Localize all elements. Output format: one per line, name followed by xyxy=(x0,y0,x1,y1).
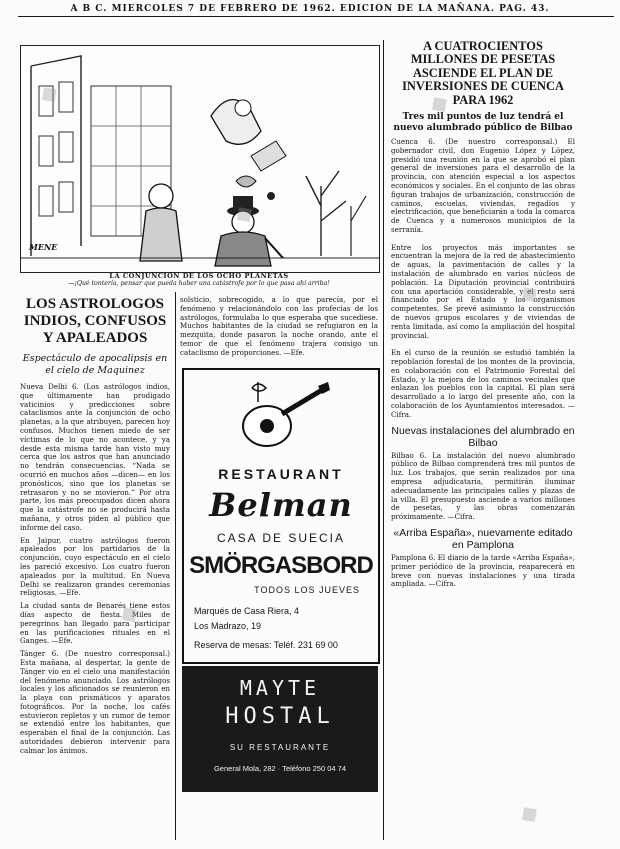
cartoon-illustration xyxy=(21,46,379,272)
article-astrologos-headline: LOS ASTROLOGOS INDIOS, CONFUSOS Y APALEADOS xyxy=(23,296,167,346)
article-cuenca-subhead: Nuevas instalaciones del alumbrado en Bilbao xyxy=(391,424,575,449)
column-divider-right xyxy=(383,40,384,840)
ad-restaurant-address1: Marqués de Casa Riera, 4 xyxy=(194,606,300,616)
ad-hostal-name1: MAYTE xyxy=(239,676,321,700)
cartoon-frame xyxy=(20,45,380,273)
ad-restaurant-belman xyxy=(182,368,380,664)
ad-restaurant-address2: Los Madrazo, 19 xyxy=(194,621,262,631)
ad-hostal-address: General Mola, 282 · Teléfono 250 04 74 xyxy=(213,764,347,773)
watermark-mark: ◆ xyxy=(424,86,455,119)
cartoon-caption-title: LA CONJUNCION DE LOS OCHO PLANETAS xyxy=(109,272,289,280)
article-cuenca-body3: Pamplona 6. El diario de la tarde «Arriba España», primer periódico de la provincia, reaparecerá en breve con nuevas instalaciones y una tirada ampliada. —Cifra. xyxy=(391,552,575,589)
watermark-mark: ◆ xyxy=(514,276,545,309)
article-astrologos-body-a: Nueva Delhi 6. (Los astrólogos indios, que últimamente han prodigado vaticinios y predicciones sobre cataclismos ante la conjunción de ocho planetas, a la que atribuyen, parecen hoy confusos. Muchos tienen miedo de ser víctimas de lo que no acontece, y ya desde esta misma tarde han visto muy cerca que los astros que han anunciado no tendrán consecuencias. “Nada se ocurrió en muchos años —dicen— en los pronósticos, sino que los planetas se retrasaron y no se movieron.” Por otra parte, los más preocupados dicen ahora que la catástrofe no se producirá hasta mañana, y otros piden al público que informe del caso. xyxy=(20,382,170,532)
ad-hostal-name2: HOSTAL xyxy=(225,704,335,729)
ad-restaurant-tagline: CASA DE SUECIA xyxy=(216,531,346,545)
ad-restaurant-reservations: Reserva de mesas: Teléf. 231 69 00 xyxy=(194,640,338,650)
article-astrologos-kicker: Espectáculo de apocalipsis en el cielo de Maquinez xyxy=(22,353,168,376)
article-astrologos xyxy=(20,296,170,841)
watermark-mark: ◆ xyxy=(229,196,260,229)
ad-restaurant-label: RESTAURANT xyxy=(218,466,344,482)
article-mid-top xyxy=(180,296,378,366)
page-header: A B C. MIERCOLES 7 DE FEBRERO DE 1962. EDICION DE LA MAÑANA. PAG. 43. xyxy=(70,4,550,14)
article-cuenca-body: Cuenca 6. (De nuestro corresponsal.) El gobernador civil, don Eugenio López y López, presidió una reunión en la que se aprobó el plan general de inversiones para el desarrollo de la provincia, con atención especial a los aspectos económicos y sociales. En el conjunto de las obras figuran trabajos de urbanización, construcción de caminos, escuelas, viviendas, regadíos y electrificación, que beneficiarán a toda la comarca de Cuenca y a numerosos municipios de la serranía. Entre los proyectos más importantes se encuentran la mejora de la red de abastecimiento de aguas, la pavimentación de calles y la instalación de alumbrado en varios núcleos de población. La Diputación provincial contribuirá con una aportación considerable, y el resto será financiado por el Estado y los organismos competentes. Se prevé asimismo la construcción de nuevos grupos escolares y de viviendas de renta limitada, así como la ampliación del hospital provincial. En el curso de la reunión se estudió también la repoblación forestal de los montes de la provincia, en colaboración con el Patrimonio Forestal del Estado, y la mejora de los caminos vecinales que enlazan los pueblos con la capital. El plan será desarrollado a lo largo del presente año, con la colaboración de los Ayuntamientos interesados. —Cifra. xyxy=(391,137,575,419)
article-astrologos-body-b: En Jaipur, cuatro astrólogos fueron apaleados por los partidarios de la conjunción, cuyo espectáculo en el cielo les pareció excesivo. Los cuatro fueron apaleados por la multitud. En Nueva Delhi se realizaron grandes ceremonias religiosas. —Efe. xyxy=(20,535,170,598)
cartoon-signature: MENE xyxy=(29,242,58,252)
article-astrologos-body-d: Tánger 6. (De nuestro corresponsal.) Esta mañana, al despertar, la gente de Tánger vio en el cielo una manifestación del fenómeno anunciado. Los astrólogos locales y los aficionados se reunieron en la playa con prismáticos y aparatos fotográficos. Por la noche, los cafés estuvieron repletos y un rumor de temor se extendió entre los habitantes, que esperaban el final de la conjunción. Las autoridades debieron intervenir para calmar los ánimos. xyxy=(20,649,170,755)
ad-restaurant-days: TODOS LOS JUEVES xyxy=(254,585,360,595)
article-cuenca-body2: Bilbao 6. La instalación del nuevo alumbrado público de Bilbao comprenderá tres mil puntos de luz. Los trabajos, que serán realizados por una empresa adjudicataria, permitirán iluminar adecuadamente las principales calles y plazas de la villa. El presupuesto asciende a varios millones de pesetas, y las obras comenzarán próximamente. —Cifra. xyxy=(391,450,575,522)
article-cuenca-headline: A CUATROCIENTOS MILLONES DE PESETAS ASCIENDE EL PLAN DE INVERSIONES DE CUENCA PARA 1962 xyxy=(402,40,564,107)
article-cuenca-subhead2: «Arriba España», nuevamente editado en Pamplona xyxy=(393,526,573,551)
header-rule xyxy=(18,16,614,17)
ad-restaurant-special: SMÖRGASBORD xyxy=(189,552,373,579)
article-cuenca-kicker: Tres mil puntos de luz tendrá el nuevo alumbrado público de Bilbao xyxy=(393,112,573,134)
watermark-mark: ◆ xyxy=(114,596,145,629)
article-cuenca xyxy=(391,40,575,840)
cartoon-caption-text: —¡Qué tontería, pensar que pueda haber una catástrofe por lo que pasa ahí arriba! xyxy=(68,280,330,287)
watermark-mark: ◆ xyxy=(514,796,545,829)
article-mid-top-body: solsticio, sobrecogido, a lo que parecía, por el fenómeno y relacionándolo con las profecías de los astrólogos, formulaba lo que esperaba que sucediese. Muchos habitantes de la ciudad se refugiaron en la mezquita, donde pasaron la noche orando, ante el temor de que el fenómeno trajera consigo un cataclismo de proporciones. —Efe. xyxy=(180,296,378,357)
article-astrologos-body-c: La ciudad santa de Benarés tiene estos días aspecto de fiesta. Miles de peregrinos han llegado para participar en las purificaciones rituales en el Ganges. —Efe. xyxy=(20,601,170,646)
ad-restaurant-name: Belman xyxy=(209,486,353,524)
ad-hostal-sub: SU RESTAURANTE xyxy=(229,743,331,752)
ad-hostal-mayte xyxy=(182,666,378,792)
watermark-mark: ◆ xyxy=(34,76,65,109)
mandolin-logo-icon xyxy=(222,378,342,458)
column-divider-left xyxy=(175,292,176,840)
